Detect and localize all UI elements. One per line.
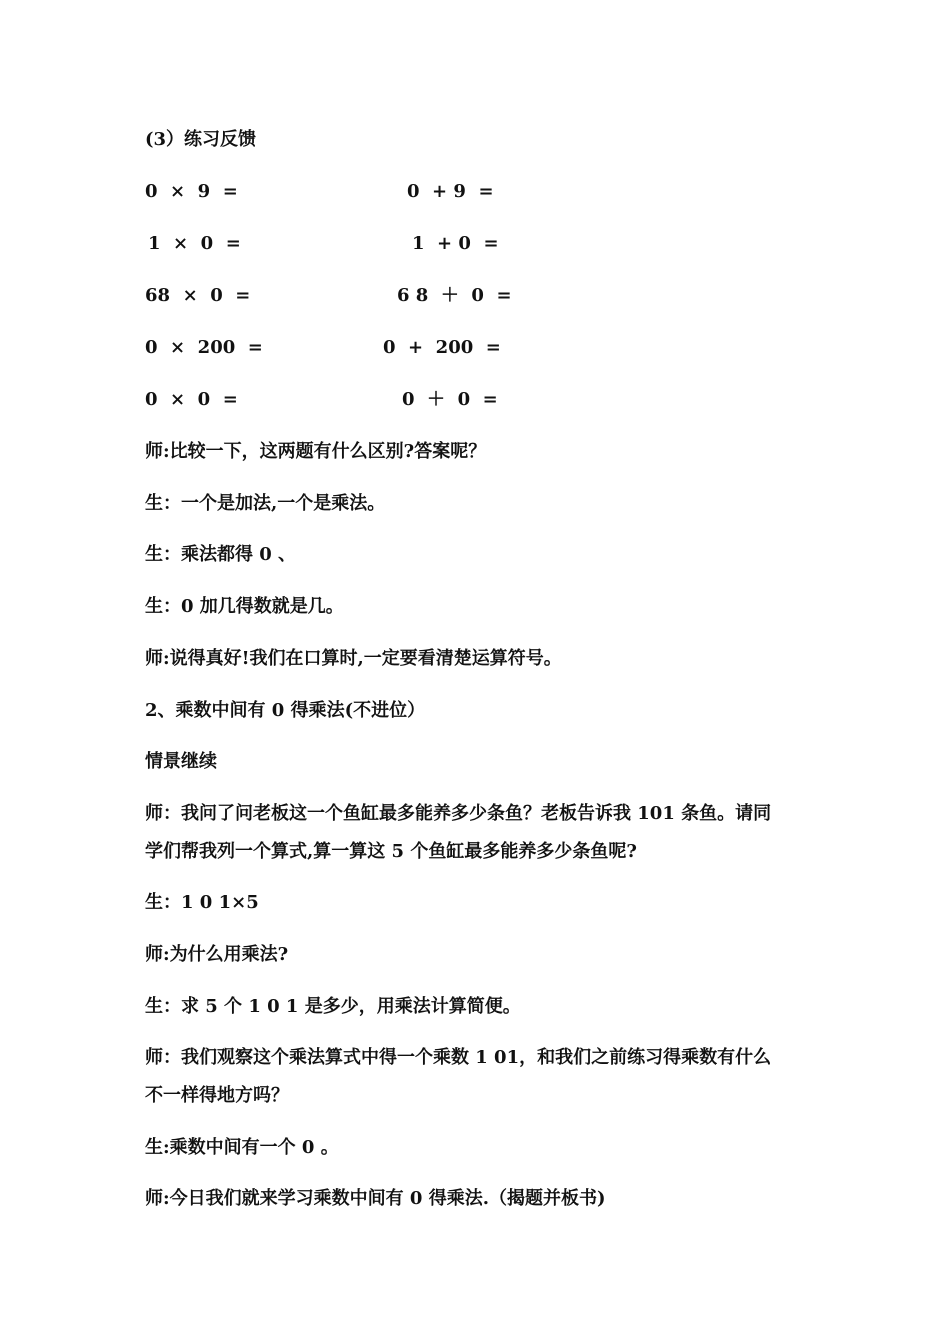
- paragraph: 生：求 5 个 1 0 1 是多少，用乘法计算简便。: [145, 996, 521, 1017]
- equation-mult-3: 68 × 0 =: [145, 285, 251, 306]
- equation-add-2: 1 + 0 =: [412, 233, 499, 254]
- section-heading: (3）练习反馈: [145, 129, 257, 150]
- paragraph: 师:今日我们就来学习乘数中间有 0 得乘法.（揭题并板书): [145, 1188, 606, 1209]
- paragraph: 生：0 加几得数就是几。: [145, 596, 344, 617]
- equation-add-1: 0 + 9 =: [407, 181, 494, 202]
- equation-mult-2: 1 × 0 =: [148, 233, 241, 254]
- section-subheading: 2、乘数中间有 0 得乘法(不进位）: [145, 700, 426, 721]
- paragraph: 生：一个是加法,一个是乘法。: [145, 493, 386, 514]
- equation-add-5: 0 ＋ 0 =: [402, 389, 498, 410]
- paragraph: 师:为什么用乘法?: [145, 944, 289, 965]
- paragraph: 师:说得真好!我们在口算时,一定要看清楚运算符号。: [145, 648, 562, 669]
- equation-add-4: 0 + 200 =: [383, 337, 501, 358]
- paragraph: 情景继续: [145, 751, 217, 772]
- equation-mult-4: 0 × 200 =: [145, 337, 263, 358]
- paragraph-continuation: 学们帮我列一个算式,算一算这 5 个鱼缸最多能养多少条鱼呢?: [145, 841, 637, 862]
- paragraph: 生：1 0 1×5: [145, 892, 259, 913]
- paragraph: 生:乘数中间有一个 0 。: [145, 1137, 339, 1158]
- paragraph: 生：乘法都得 0 、: [145, 544, 297, 565]
- paragraph: 师：我问了问老板这一个鱼缸最多能养多少条鱼？老板告诉我 101 条鱼。请同: [145, 803, 772, 824]
- equation-add-3: 6 8 ＋ 0 =: [397, 285, 512, 306]
- paragraph: 师：我们观察这个乘法算式中得一个乘数 1 01，和我们之前练习得乘数有什么: [145, 1047, 772, 1068]
- paragraph-continuation: 不一样得地方吗？: [145, 1085, 289, 1106]
- paragraph: 师:比较一下，这两题有什么区别?答案呢？: [145, 441, 487, 462]
- equation-mult-1: 0 × 9 =: [145, 181, 238, 202]
- equation-mult-5: 0 × 0 =: [145, 389, 238, 410]
